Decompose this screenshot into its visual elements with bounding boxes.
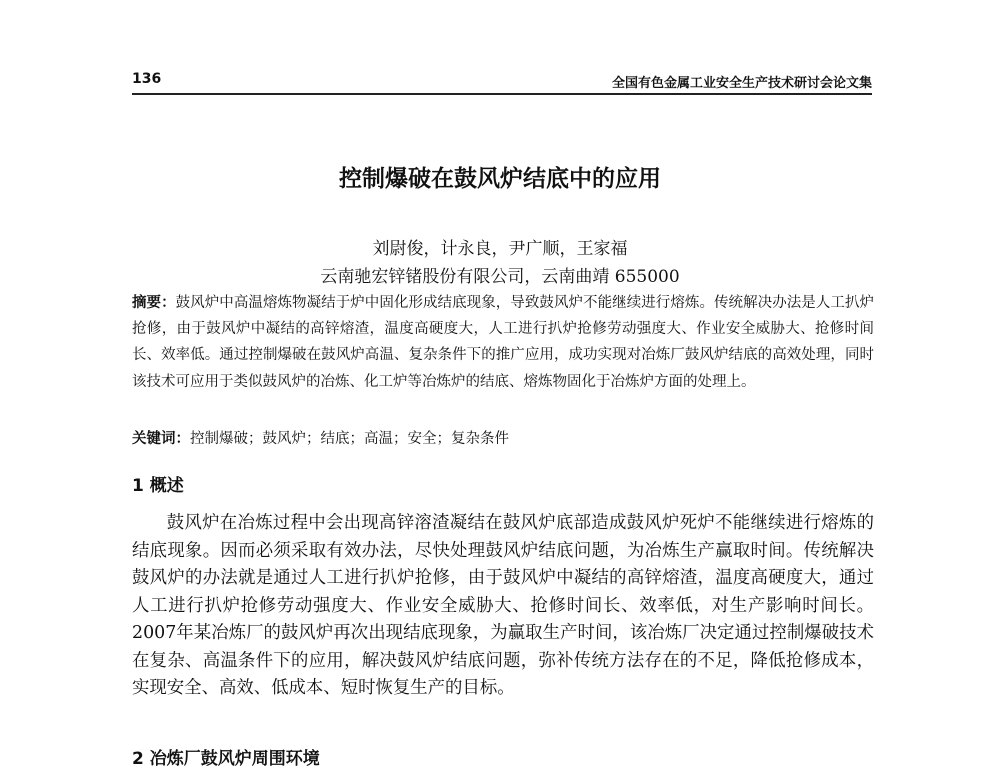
keywords [132, 426, 874, 452]
paper-authors: 刘尉俊，计永良，尹广顺，王家福 [372, 239, 628, 259]
keywords-text: 控制爆破；鼓风炉；结底；高温；安全；复杂条件 [190, 431, 509, 447]
abstract-text: 鼓风炉中高温熔炼物凝结于炉中固化形成结底现象，导致鼓风炉不能继续进行熔炼。传统解决办法是人工扒炉抢修，由于鼓风炉中凝结的高锌熔渣，温度高硬度大，人工进行扒炉抢修劳动强度大、作业安全威胁大、抢修时间长、效率低。通过控制爆破在鼓风炉高温、复杂条件下的推广应用，成功实现对冶炼厂鼓风炉结底的高效处理，同时该技术可应用于类似鼓风炉的冶炼、化工炉等冶炼炉的结底、熔炼物固化于冶炼炉方面的处理上。 [132, 295, 875, 390]
section-heading-environment: 2 冶炼厂鼓风炉周围环境 [132, 749, 320, 769]
keywords-label: 关键词： [132, 431, 190, 447]
abstract-label: 摘要： [132, 295, 176, 311]
abstract [132, 290, 874, 395]
section-heading-overview: 1 概述 [132, 476, 184, 496]
page-number: 136 [132, 71, 162, 87]
page-header [132, 71, 872, 95]
paper-title: 控制爆破在鼓风炉结底中的应用 [339, 165, 661, 192]
paper-affiliation: 云南驰宏锌锗股份有限公司，云南曲靖 655000 [320, 267, 680, 287]
section-overview-paragraph: 鼓风炉在冶炼过程中会出现高锌溶渣凝结在鼓风炉底部造成鼓风炉死炉不能继续进行熔炼的结底现象。因而必须采取有效办法，尽快处理鼓风炉结底问题，为冶炼生产赢取时间。传统解决鼓风炉的办法就是通过人工进行扒炉抢修，由于鼓风炉中凝结的高锌熔渣，温度高硬度大，通过人工进行扒炉抢修劳动强度大、作业安全威胁大、抢修时间长、效率低，对生产影响时间长。2007年某冶炼厂的鼓风炉再次出现结底现象，为赢取生产时间，该冶炼厂决定通过控制爆破技术在复杂、高温条件下的应用，解决鼓风炉结底问题，弥补传统方法存在的不足，降低抢修成本，实现安全、高效、低成本、短时恢复生产的目标。 [132, 513, 874, 698]
running-title: 全国有色金属工业安全生产技术研讨会论文集 [611, 76, 872, 91]
